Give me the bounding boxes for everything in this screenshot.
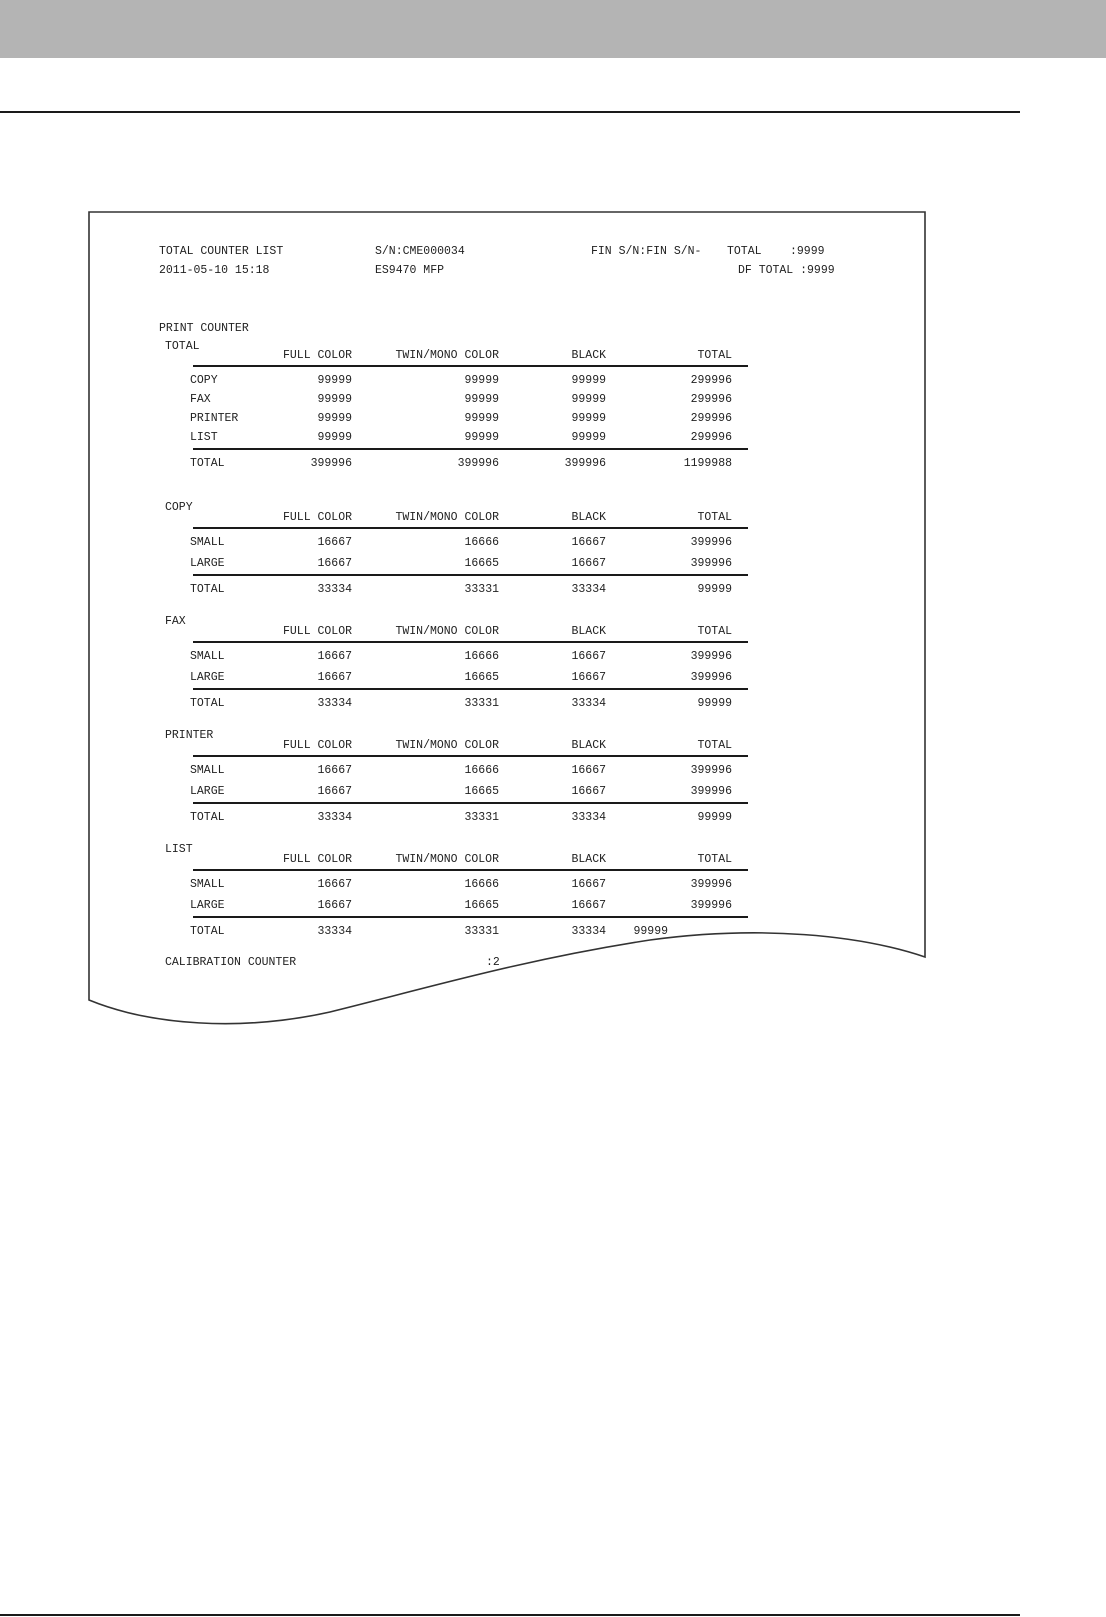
- row-label: SMALL: [190, 764, 225, 777]
- cell-value: 399996: [690, 878, 732, 891]
- total-value: 99999: [697, 697, 732, 710]
- cell-value: 16667: [571, 785, 606, 798]
- total-value: 33334: [317, 697, 352, 710]
- total-value: 399996: [310, 457, 352, 470]
- column-header: BLACK: [571, 625, 606, 638]
- cell-value: 16666: [464, 650, 499, 663]
- cell-value: 16667: [571, 878, 606, 891]
- row-label: LARGE: [190, 899, 225, 912]
- cell-value: 299996: [690, 374, 732, 387]
- model-name: ES9470 MFP: [375, 264, 445, 277]
- footer-rule: [0, 1614, 1020, 1616]
- row-label: LARGE: [190, 557, 225, 570]
- cell-value: 16667: [317, 557, 352, 570]
- total-value: 33334: [571, 583, 606, 596]
- column-header: TOTAL: [697, 349, 732, 362]
- header-total-label: TOTAL: [727, 245, 762, 258]
- cell-value: 399996: [690, 764, 732, 777]
- cell-value: 99999: [317, 431, 352, 444]
- total-value: 33334: [317, 811, 352, 824]
- cell-value: 16667: [317, 878, 352, 891]
- column-header: FULL COLOR: [282, 853, 352, 866]
- cell-value: 16667: [317, 764, 352, 777]
- column-header: BLACK: [571, 511, 606, 524]
- cell-value: 99999: [571, 431, 606, 444]
- serial-number: S/N:CME000034: [375, 245, 465, 258]
- cell-value: 99999: [464, 431, 499, 444]
- cell-value: 99999: [317, 374, 352, 387]
- cell-value: 99999: [571, 412, 606, 425]
- table-label: FAX: [165, 615, 186, 628]
- section-title: PRINT COUNTER: [159, 322, 249, 335]
- cell-value: 16667: [571, 671, 606, 684]
- row-label: PRINTER: [190, 412, 239, 425]
- total-value: 99999: [633, 925, 668, 938]
- cell-value: 99999: [464, 412, 499, 425]
- cell-value: 16667: [317, 785, 352, 798]
- total-value: 1199988: [683, 457, 732, 470]
- row-label: SMALL: [190, 878, 225, 891]
- fin-serial-number: FIN S/N:FIN S/N-: [591, 245, 702, 258]
- cell-value: 16665: [464, 785, 499, 798]
- cell-value: 299996: [690, 431, 732, 444]
- column-header: FULL COLOR: [282, 625, 352, 638]
- cell-value: 16667: [317, 650, 352, 663]
- cell-value: 16666: [464, 536, 499, 549]
- cell-value: 399996: [690, 650, 732, 663]
- cell-value: 16667: [571, 899, 606, 912]
- table-label: PRINTER: [165, 729, 214, 742]
- column-header: TOTAL: [697, 739, 732, 752]
- header-underline: [193, 365, 748, 367]
- cell-value: 99999: [571, 374, 606, 387]
- calibration-value: :2: [486, 956, 500, 969]
- cell-value: 399996: [690, 785, 732, 798]
- total-value: 33334: [317, 925, 352, 938]
- total-value: 33331: [464, 583, 499, 596]
- row-label: COPY: [190, 374, 218, 387]
- column-header: TWIN/MONO COLOR: [395, 739, 499, 752]
- cell-value: 16667: [571, 650, 606, 663]
- row-label: SMALL: [190, 650, 225, 663]
- total-rule: [193, 688, 748, 690]
- cell-value: 99999: [571, 393, 606, 406]
- total-value: 33331: [464, 925, 499, 938]
- column-header: BLACK: [571, 739, 606, 752]
- total-row-label: TOTAL: [190, 811, 225, 824]
- total-value: 33334: [571, 697, 606, 710]
- total-value: 33334: [571, 811, 606, 824]
- header-underline: [193, 527, 748, 529]
- cell-value: 399996: [690, 671, 732, 684]
- total-row-label: TOTAL: [190, 697, 225, 710]
- cell-value: 16665: [464, 557, 499, 570]
- row-label: LARGE: [190, 671, 225, 684]
- column-header: TOTAL: [697, 511, 732, 524]
- cell-value: 16667: [571, 764, 606, 777]
- total-rule: [193, 916, 748, 918]
- total-value: 399996: [457, 457, 499, 470]
- cell-value: 16666: [464, 764, 499, 777]
- column-header: TWIN/MONO COLOR: [395, 853, 499, 866]
- total-rule: [193, 448, 748, 450]
- header-underline: [193, 755, 748, 757]
- header-underline: [193, 869, 748, 871]
- cell-value: 16667: [571, 536, 606, 549]
- column-header: BLACK: [571, 853, 606, 866]
- report-datetime: 2011-05-10 15:18: [159, 264, 270, 277]
- column-header: FULL COLOR: [282, 739, 352, 752]
- cell-value: 99999: [317, 393, 352, 406]
- cell-value: 399996: [690, 899, 732, 912]
- cell-value: 16665: [464, 671, 499, 684]
- cell-value: 399996: [690, 557, 732, 570]
- column-header: TWIN/MONO COLOR: [395, 349, 499, 362]
- cell-value: 99999: [317, 412, 352, 425]
- cell-value: 16666: [464, 878, 499, 891]
- total-row-label: TOTAL: [190, 925, 225, 938]
- column-header: TOTAL: [697, 853, 732, 866]
- cell-value: 16667: [317, 536, 352, 549]
- calibration-label: CALIBRATION COUNTER: [165, 956, 297, 969]
- total-value: 33331: [464, 697, 499, 710]
- total-value: 99999: [697, 811, 732, 824]
- total-value: 33334: [317, 583, 352, 596]
- cell-value: 399996: [690, 536, 732, 549]
- cell-value: 99999: [464, 393, 499, 406]
- total-row-label: TOTAL: [190, 583, 225, 596]
- cell-value: 16667: [317, 671, 352, 684]
- column-header: TWIN/MONO COLOR: [395, 625, 499, 638]
- column-header: FULL COLOR: [282, 349, 352, 362]
- cell-value: 299996: [690, 393, 732, 406]
- table-label: LIST: [165, 843, 193, 856]
- total-rule: [193, 802, 748, 804]
- total-value: 399996: [564, 457, 606, 470]
- row-label: LIST: [190, 431, 218, 444]
- row-label: LARGE: [190, 785, 225, 798]
- total-rule: [193, 574, 748, 576]
- cell-value: 16667: [571, 557, 606, 570]
- total-value: 33334: [571, 925, 606, 938]
- total-value: 99999: [697, 583, 732, 596]
- cell-value: 16667: [317, 899, 352, 912]
- column-header: TWIN/MONO COLOR: [395, 511, 499, 524]
- total-row-label: TOTAL: [190, 457, 225, 470]
- column-header: TOTAL: [697, 625, 732, 638]
- table-label: COPY: [165, 501, 193, 514]
- header-underline: [193, 641, 748, 643]
- column-header: BLACK: [571, 349, 606, 362]
- row-label: FAX: [190, 393, 211, 406]
- cell-value: 16665: [464, 899, 499, 912]
- report-title: TOTAL COUNTER LIST: [159, 245, 284, 258]
- table-label: TOTAL: [165, 340, 200, 353]
- df-total: DF TOTAL :9999: [738, 264, 835, 277]
- cell-value: 99999: [464, 374, 499, 387]
- column-header: FULL COLOR: [282, 511, 352, 524]
- row-label: SMALL: [190, 536, 225, 549]
- cell-value: 299996: [690, 412, 732, 425]
- total-value: 33331: [464, 811, 499, 824]
- header-total-value: :9999: [790, 245, 825, 258]
